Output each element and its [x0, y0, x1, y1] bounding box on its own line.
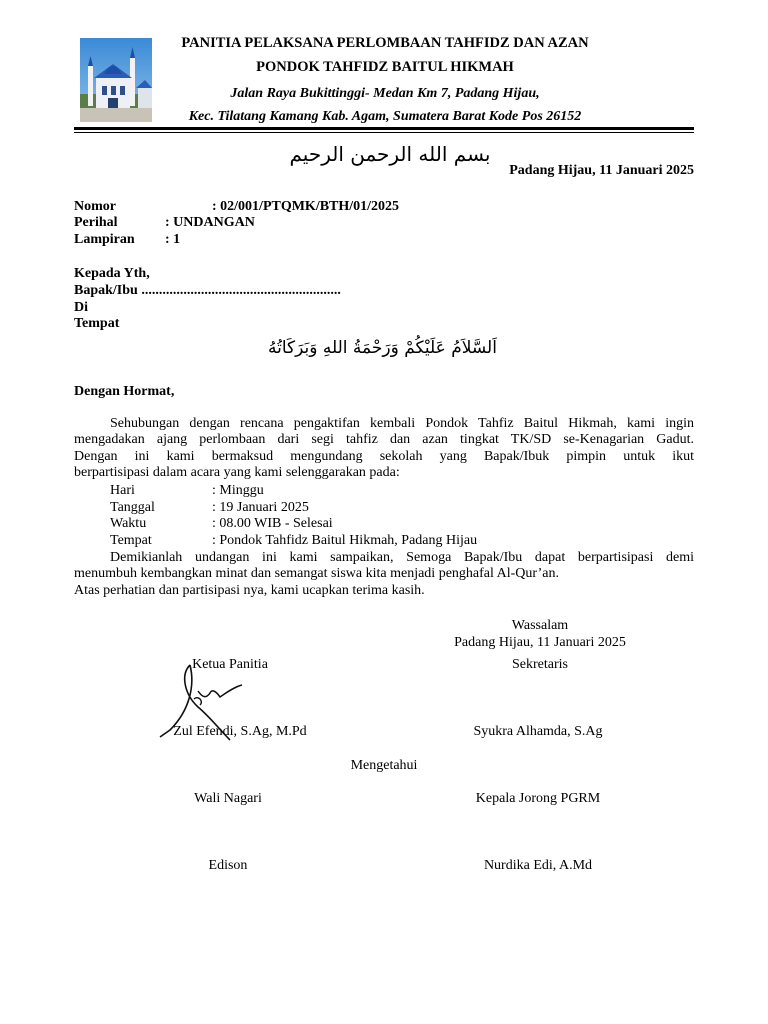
header-divider-thick: [74, 127, 694, 130]
recipient-line3: Di: [74, 300, 88, 315]
event-value-tanggal: : 19 Januari 2025: [212, 500, 309, 515]
body-line-4: berpartisipasi dalam acara yang kami selenggarakan pada:: [74, 464, 400, 480]
perihal-value: : UNDANGAN: [165, 215, 255, 230]
event-label-tempat: Tempat: [110, 533, 152, 548]
lampiran-value: : 1: [165, 232, 181, 247]
body-line-2: mengadakan ajang perlombaan dari segi tahfiz dan azan tingkat TK/SD se-Kenagarian Gadut.: [74, 432, 694, 448]
sekretaris-title: Sekretaris: [512, 657, 568, 672]
event-value-hari: : Minggu: [212, 483, 264, 498]
wali-name: Edison: [208, 858, 248, 873]
letterhead-line1: PANITIA PELAKSANA PERLOMBAAN TAHFIDZ DAN AZAN: [181, 35, 589, 51]
wassalam: Wassalam: [511, 618, 569, 633]
jorong-title: Kepala Jorong PGRM: [475, 791, 601, 806]
salam-arabic: اَلسَّلاَمُ عَلَيْكُمْ وَرَحْمَةُ اللهِ وَبَرَكَاتُهُ: [268, 338, 497, 358]
basmalah: بسم الله الرحمن الرحيم: [289, 142, 491, 166]
closing-line-2: menumbuh kembangkan minat dan semangat siswa kita menjadi penghafal Al-Qur’an.: [74, 566, 559, 582]
mosque-logo: [80, 38, 152, 122]
wali-title: Wali Nagari: [194, 791, 262, 806]
greeting: Dengan Hormat,: [74, 384, 175, 399]
lampiran-label: Lampiran: [74, 232, 135, 247]
body-paragraph: [74, 416, 694, 481]
nomor-label: Nomor: [74, 199, 116, 214]
letterhead-address2: Kec. Tilatang Kamang Kab. Agam, Sumatera Barat Kode Pos 26152: [188, 109, 582, 124]
event-value-tempat: : Pondok Tahfidz Baitul Hikmah, Padang Hijau: [212, 533, 478, 548]
ketua-title: Ketua Panitia: [192, 657, 268, 672]
recipient-line1: Kepada Yth,: [74, 266, 150, 281]
recipient-line2: Bapak/Ibu .........................................................: [74, 283, 341, 298]
body-line-3: Dengan ini kami bermaksud mengundang sekolah yang Bapak/Ibuk pimpin untuk ikut: [74, 448, 694, 464]
letter-date: Padang Hijau, 11 Januari 2025: [509, 163, 694, 178]
mengetahui: Mengetahui: [350, 758, 418, 773]
perihal-label: Perihal: [74, 215, 118, 230]
event-label-waktu: Waktu: [110, 516, 147, 531]
header-divider-thin: [74, 132, 694, 133]
ketua-name: Zul Efendi, S.Ag, M.Pd: [173, 724, 307, 739]
recipient-line4: Tempat: [74, 316, 120, 331]
jorong-name: Nurdika Edi, A.Md: [483, 858, 593, 873]
event-label-hari: Hari: [110, 483, 135, 498]
mosque-logo-image: [80, 38, 152, 122]
sekretaris-name: Syukra Alhamda, S.Ag: [473, 724, 603, 739]
letterhead-line2: PONDOK TAHFIDZ BAITUL HIKMAH: [256, 59, 514, 75]
event-label-tanggal: Tanggal: [110, 500, 155, 515]
closing-paragraph: [74, 550, 694, 599]
event-value-waktu: : 08.00 WIB - Selesai: [212, 516, 333, 531]
letterhead-address1: Jalan Raya Bukittinggi- Medan Km 7, Padang Hijau,: [230, 86, 540, 101]
body-line-1: Sehubungan dengan rencana pengaktifan kembali Pondok Tahfiz Baitul Hikmah, kami ingin: [110, 416, 694, 431]
nomor-value: : 02/001/PTQMK/BTH/01/2025: [212, 199, 400, 214]
closing-line-3: Atas perhatian dan partisipasi nya, kami ucapkan terima kasih.: [74, 582, 425, 598]
signoff-date: Padang Hijau, 11 Januari 2025: [454, 635, 626, 650]
closing-line-1: Demikianlah undangan ini kami sampaikan, Semoga Bapak/Ibu dapat berpartisipasi demi: [110, 550, 694, 565]
